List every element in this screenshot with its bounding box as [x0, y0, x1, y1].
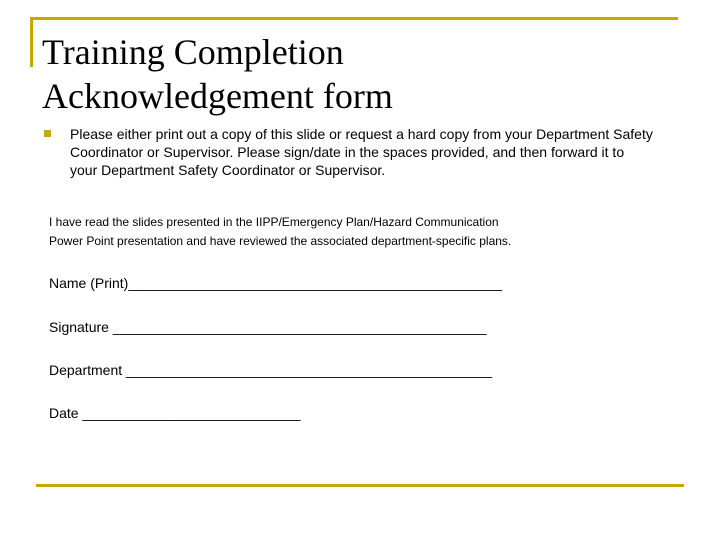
bottom-accent-line	[36, 484, 684, 487]
instruction-text: Please either print out a copy of this slide or request a hard copy from your Department Safety Coordinator or Supervisor. Please sign/date in the spaces provided, and then forward it to your Department Safety Coordinator or Supervisor.	[70, 126, 653, 178]
title-line-2: Acknowledgement form	[42, 76, 393, 116]
slide-title	[42, 30, 682, 118]
instruction-bullet	[44, 125, 654, 179]
acknowledgement-line-2: Power Point presentation and have reviewed the associated department-specific plans.	[49, 234, 512, 248]
name-print-field[interactable]: Name (Print)________________________________________________	[49, 275, 503, 291]
acknowledgement-line-1: I have read the slides presented in the IIPP/Emergency Plan/Hazard Communication	[49, 215, 499, 229]
title-line-1: Training Completion	[42, 32, 344, 72]
acknowledgement-statement	[49, 213, 609, 251]
signature-field[interactable]: Signature ________________________________________________	[49, 319, 487, 335]
square-bullet-icon	[44, 130, 51, 137]
department-field[interactable]: Department _______________________________________________	[49, 362, 492, 378]
top-accent-line	[30, 17, 678, 20]
left-accent-line	[30, 17, 33, 67]
date-field[interactable]: Date ____________________________	[49, 405, 301, 421]
